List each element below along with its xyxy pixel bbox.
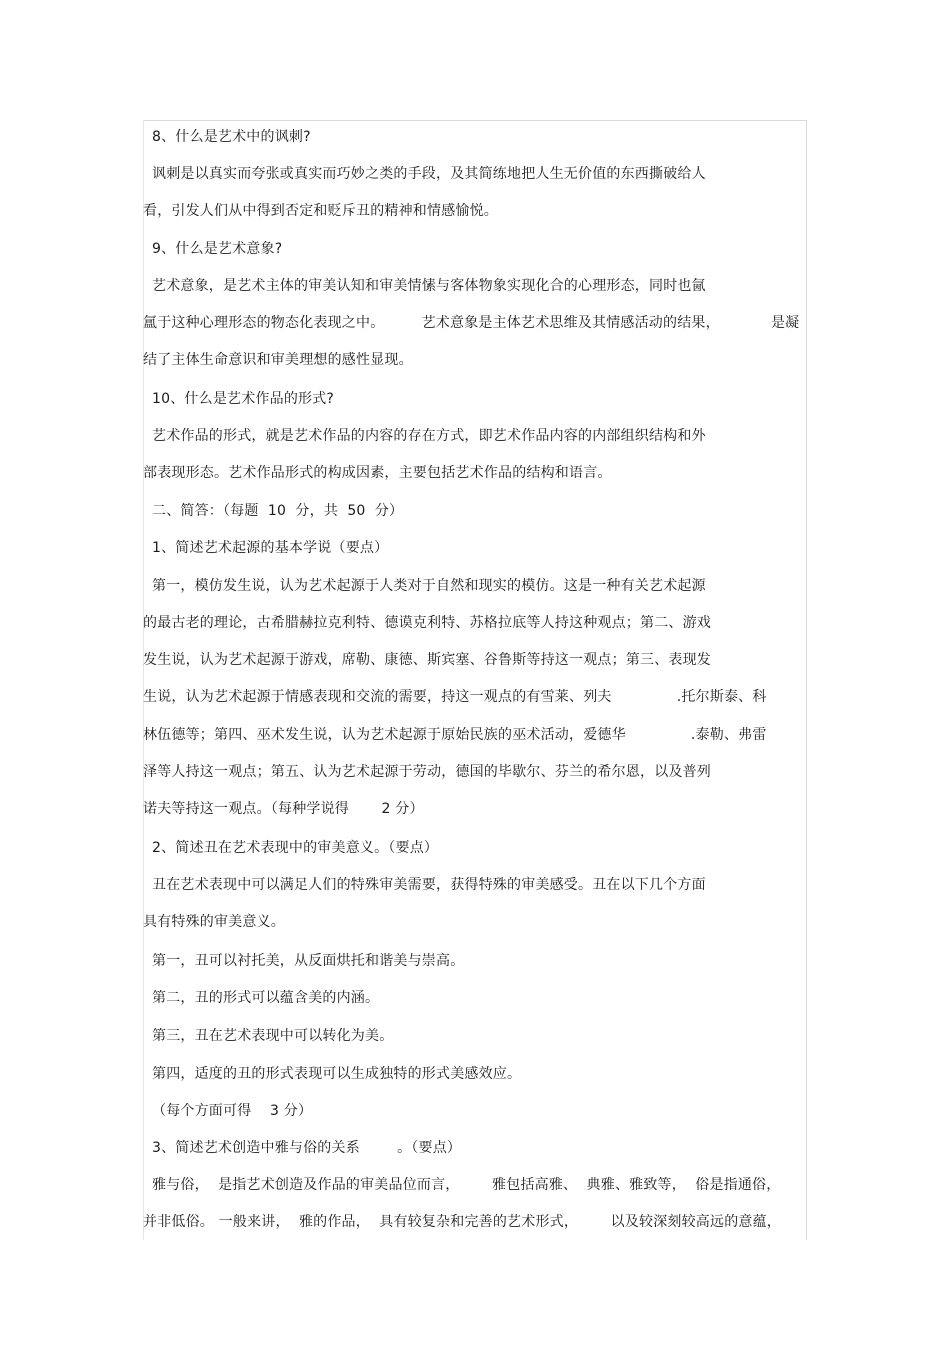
text-line: 第三，丑在艺术表现中可以转化为美。 [152,1028,394,1044]
text-line: （每个方面可得 3 分） [152,1103,313,1119]
text-line: 第一，丑可以衬托美，从反面烘托和谐美与崇高。 [152,953,465,969]
text-line: 林伍德等；第四、巫术发生说，认为艺术起源于原始民族的巫术活动，爱德华 .泰勒、弗雷 [143,727,767,743]
text-line: 雅与俗， 是指艺术创造及作品的审美品位而言， 雅包括高雅、 典雅、雅致等， 俗是指通俗， [152,1177,781,1193]
text-line: 丑在艺术表现中可以满足人们的特殊审美需要，获得特殊的审美感受。丑在以下几个方面 [152,877,706,893]
text-line: 氲于这种心理形态的物态化表现之中。 艺术意象是主体艺术思维及其情感活动的结果， 是凝 [143,315,800,331]
text-line: 部表现形态。艺术作品形式的构成因素，主要包括艺术作品的结构和语言。 [143,465,612,481]
text-line: 第四，适度的丑的形式表现可以生成独特的形式美感效应。 [152,1066,522,1082]
text-line: 看，引发人们从中得到否定和贬斥丑的精神和情感愉悦。 [143,203,498,219]
text-line: 第一，模仿发生说，认为艺术起源于人类对于自然和现实的模仿。这是一种有关艺术起源 [152,578,706,594]
text-line: 诺夫等持这一观点。（每种学说得 2 分） [143,801,424,817]
question-2-heading: 2、简述丑在艺术表现中的审美意义。（要点） [152,840,439,856]
question-1-heading: 1、简述艺术起源的基本学说（要点） [152,540,389,556]
question-8-heading: 8、什么是艺术中的讽刺? [152,129,311,145]
text-line: 生说，认为艺术起源于情感表现和交流的需要，持这一观点的有雪莱、列夫 .托尔斯泰、科 [143,689,767,705]
text-line: 发生说，认为艺术起源于游戏，席勒、康德、斯宾塞、谷鲁斯等持这一观点；第三、表现发 [143,652,711,668]
text-line: 具有特殊的审美意义。 [143,914,285,930]
text-line: 讽刺是以真实而夸张或真实而巧妙之类的手段，及其简练地把人生无价值的东西撕破给人 [152,166,706,182]
text-line: 结了主体生命意识和审美理想的感性显现。 [143,352,413,368]
question-3-heading: 3、简述艺术创造中雅与俗的关系 。（要点） [152,1140,462,1156]
text-line: 艺术作品的形式，就是艺术作品的内容的存在方式，即艺术作品内容的内部组织结构和外 [152,428,706,444]
text-line: 第二，丑的形式可以蕴含美的内涵。 [152,990,380,1006]
text-line: 泽等人持这一观点；第五、认为艺术起源于劳动，德国的毕歇尔、芬兰的希尔恩，以及普列 [143,764,711,780]
question-9-heading: 9、什么是艺术意象? [152,241,283,257]
text-line: 的最古老的理论，古希腊赫拉克利特、德谟克利特、苏格拉底等人持这种观点；第二、游戏 [143,615,711,631]
question-10-heading: 10、什么是艺术作品的形式? [152,391,335,407]
text-line: 艺术意象，是艺术主体的审美认知和审美情愫与客体物象实现化合的心理形态，同时也氤 [152,278,706,294]
section-heading: 二、简答：（每题 10 分，共 50 分） [152,503,404,519]
text-line: 并非低俗。 一般来讲， 雅的作品， 具有较复杂和完善的艺术形式， 以及较深刻较高远的意蕴， [143,1214,781,1230]
